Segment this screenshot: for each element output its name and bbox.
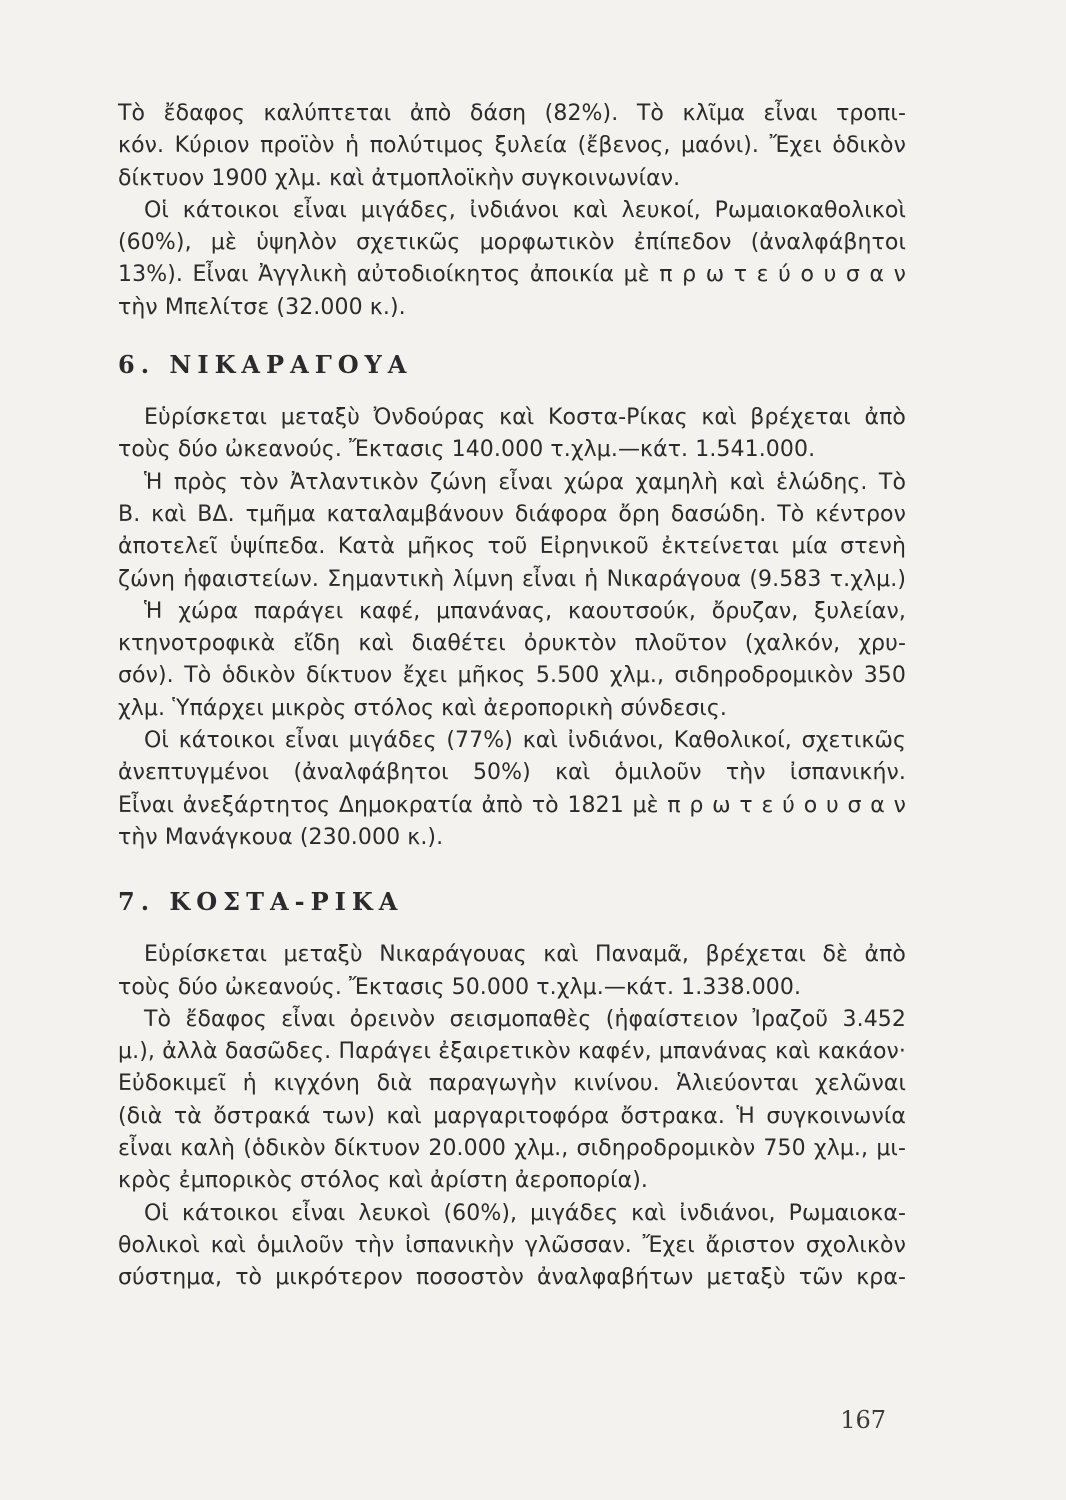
text-line: Ἡ χώρα παράγει καφέ, μπανάνας, καουτσούκ, ὄρυζαν, ξυλείαν, (144, 598, 906, 624)
section-heading-nicaragua: 6. ΝΙΚΑΡΑΓΟΥΑ (118, 350, 413, 380)
text-line: σύστημα, τὸ μικρότερον ποσοστὸν ἀναλφαβήτων μεταξὺ τῶν κρα- (118, 1265, 906, 1291)
text-line: τὴν Μανάγκουα (230.000 κ.). (118, 824, 444, 850)
text-line: θολικοὶ καὶ ὁμιλοῦν τὴν ἰσπανικὴν γλῶσσαν. Ἔχει ἄριστον σχολικὸν (118, 1232, 906, 1258)
text-line: (60%), μὲ ὑψηλὸν σχετικῶς μορφωτικὸν ἐπίπεδον (ἀναλφάβητοι (118, 230, 906, 256)
text-line: κτηνοτροφικὰ εἴδη καὶ διαθέτει ὀρυκτὸν πλοῦτον (χαλκόν, χρυ- (118, 631, 906, 657)
text-line: τοὺς δύο ὠκεανούς. Ἔκτασις 50.000 τ.χλμ.—κάτ. 1.338.000. (118, 974, 802, 1000)
text-line: δίκτυον 1900 χλμ. καὶ ἀτμοπλοϊκὴν συγκοινωνίαν. (118, 165, 681, 191)
text-line: (διὰ τὰ ὄστρακά των) καὶ μαργαριτοφόρα ὄστρακα. Ἡ συγκοινωνία (118, 1103, 906, 1129)
text-line: ζώνη ἡφαιστείων. Σημαντικὴ λίμνη εἶναι ἡ Νικαράγουα (9.583 τ.χλμ.) (118, 566, 906, 592)
page-text (118, 98, 906, 1295)
text-line: κρὸς ἐμπορικὸς στόλος καὶ ἀρίστη ἀεροπορία). (118, 1168, 649, 1194)
text-line: Εὑρίσκεται μεταξὺ Νικαράγουας καὶ Παναμᾶ, βρέχεται δὲ ἀπὸ (144, 942, 906, 968)
text-line: Εὐδοκιμεῖ ἡ κιγχόνη διὰ παραγωγὴν κινίνου. Ἁλιεύονται χελῶναι (118, 1071, 906, 1097)
text-line: τὴν Μπελίτσε (32.000 κ.). (118, 294, 406, 320)
text-line: εἶναι καλὴ (ὁδικὸν δίκτυον 20.000 χλμ., σιδηροδρομικὸν 750 χλμ., μι- (118, 1136, 906, 1162)
section-heading-costa-rica: 7. ΚΟΣΤΑ-ΡΙΚΑ (118, 887, 404, 917)
text-line: χλμ. Ὑπάρχει μικρὸς στόλος καὶ ἀεροπορικὴ σύνδεσις. (118, 695, 727, 721)
text-line: Τὸ ἔδαφος καλύπτεται ἀπὸ δάση (82%). Τὸ κλῖμα εἶναι τροπι- (118, 101, 906, 126)
text-line: 13%). Εἶναι Ἀγγλικὴ αὐτοδιοίκητος ἀποικία μὲ π ρ ω τ ε ύ ο υ σ α ν (118, 262, 906, 288)
text-line: μ.), ἀλλὰ δασῶδες. Παράγει ἐξαιρετικὸν καφέν, μπανάνας καὶ κακάον· (118, 1039, 906, 1065)
text-line: Οἱ κάτοικοι εἶναι μιγάδες, ἰνδιάνοι καὶ λευκοί, Ρωμαιοκαθολικοὶ (144, 197, 906, 223)
text-line: Ἡ πρὸς τὸν Ἀτλαντικὸν ζώνη εἶναι χώρα χαμηλὴ καὶ ἑλώδης. Τὸ (144, 469, 906, 495)
text-line: Τὸ ἔδαφος εἶναι ὀρεινὸν σεισμοπαθὲς (ἡφαίστειον Ἰραζοῦ 3.452 (144, 1006, 906, 1032)
text-line: τοὺς δύο ὠκεανούς. Ἔκτασις 140.000 τ.χλμ.—κάτ. 1.541.000. (118, 437, 816, 463)
page-number: 167 (840, 1406, 886, 1434)
text-line: ἀνεπτυγμένοι (ἀναλφάβητοι 50%) καὶ ὁμιλοῦν τὴν ἰσπανικήν. (118, 760, 906, 786)
text-line: Β. καὶ ΒΔ. τμῆμα καταλαμβάνουν διάφορα ὄρη δασώδη. Τὸ κέντρον (118, 501, 906, 527)
text-line: Οἱ κάτοικοι εἶναι μιγάδες (77%) καὶ ἰνδιάνοι, Καθολικοί, σχετικῶς (144, 728, 906, 754)
text-line: ἀποτελεῖ ὑψίπεδα. Κατὰ μῆκος τοῦ Εἰρηνικοῦ ἐκτείνεται μία στενὴ (118, 534, 906, 560)
text-line: Εἶναι ἀνεξάρτητος Δημοκρατία ἀπὸ τὸ 1821 μὲ π ρ ω τ ε ύ ο υ σ α ν (118, 792, 906, 818)
text-line: Οἱ κάτοικοι εἶναι λευκοὶ (60%), μιγάδες καὶ ἰνδιάνοι, Ρωμαιοκα- (144, 1200, 906, 1226)
text-line: Εὑρίσκεται μεταξὺ Ὀνδούρας καὶ Κοστα-Ρίκας καὶ βρέχεται ἀπὸ (144, 405, 906, 431)
text-line: σόν). Τὸ ὁδικὸν δίκτυον ἔχει μῆκος 5.500 χλμ., σιδηροδρομικὸν 350 (118, 663, 906, 689)
text-line: κόν. Κύριον προϊὸν ἡ πολύτιμος ξυλεία (ἔβενος, μαόνι). Ἔχει ὁδικὸν (118, 133, 906, 159)
